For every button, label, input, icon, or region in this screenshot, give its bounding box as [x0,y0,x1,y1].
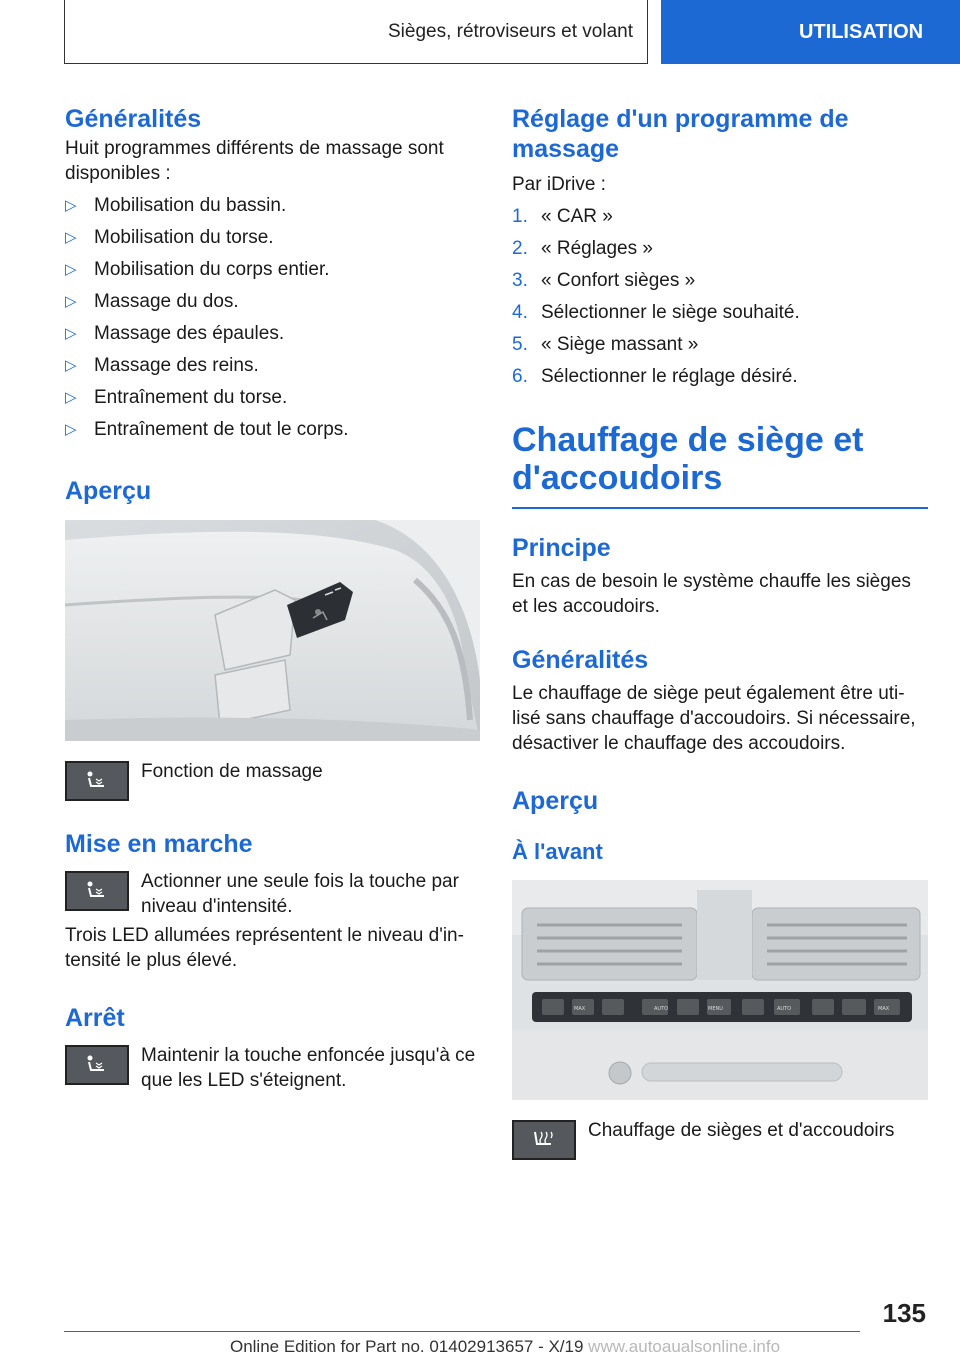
page-number: 135 [882,1298,926,1328]
chapter-tab [661,0,960,64]
list-item: ▷ Mobilisation du corps entier. [65,259,330,280]
door-massage-button-photo [65,520,480,741]
list-item: ▷ Mobilisation du bassin. [65,195,287,216]
apercu-heading: Aperçu [65,477,152,505]
heating-icon-row [512,1120,928,1160]
arret-heading: Arrêt [65,1004,125,1032]
chapter-tab-label: UTILISATION [799,20,924,43]
massage-icon-caption: Fonction de massage [141,761,323,782]
mise-en-marche-row [65,871,480,919]
reglage-heading: Réglage d'un programme de massage [512,105,849,163]
list-item: ▷ Entraînement du torse. [65,387,288,408]
panel-label: MAX [878,1006,890,1012]
mise-en-marche-body: Trois LED allumées représentent le niveau d'in-tensité le plus élevé. [65,925,464,971]
panel-label: AUTO [777,1006,792,1012]
seat-massage-icon [65,1045,129,1085]
list-item: 6. Sélectionner le réglage désiré. [512,366,798,387]
panel-label: AUTO [654,1006,669,1012]
mise-en-marche-text: Actionner une seule fois la touche par niveau d'intensité. [141,871,459,917]
list-item: 3. « Confort sièges » [512,270,696,291]
principe-text: En cas de besoin le système chauffe les sièges et les accoudoirs. [512,571,911,617]
massage-program-list [65,193,480,442]
triangle-bullet-icon: ▷ [65,229,77,246]
panel-label: MAX [574,1006,586,1012]
list-item: 2. « Réglages » [512,238,653,259]
panel-label: MENU [708,1006,723,1012]
footer-edition [0,1337,960,1357]
generalites-intro: Huit programmes différents de massage sont disponibles : [65,138,444,184]
right-column [512,100,928,1160]
chauffage-apercu-heading: Aperçu [512,787,599,815]
list-item: 4. Sélectionner le siège souhaité. [512,302,800,323]
mise-en-marche-heading: Mise en marche [65,830,253,858]
seat-massage-icon [65,761,129,801]
console-illustration [512,880,928,1100]
chauffage-generalites-text: Le chauffage de siège peut également être uti-lisé sans chauffage d'accoudoirs. Si nécessaire, désactiver le chauffage des accoudoirs. [512,683,916,754]
seat-heating-icon [512,1120,576,1160]
list-item: 1. « CAR » [512,206,613,227]
massage-icon-row [65,761,480,801]
reglage-steps [512,204,928,389]
door-panel-illustration [65,520,480,741]
footer-rule [64,1331,860,1332]
watermark-text: www.autoaualsonline.info [588,1337,781,1356]
heating-icon-caption: Chauffage de sièges et d'accoudoirs [588,1120,895,1141]
chauffage-generalites-heading: Généralités [512,646,649,674]
triangle-bullet-icon: ▷ [65,325,77,342]
avant-heading: À l'avant [512,839,603,864]
list-item: 5. « Siège massant » [512,334,699,355]
reglage-intro: Par iDrive : [512,174,606,195]
section-rule [512,507,928,509]
triangle-bullet-icon: ▷ [65,357,77,374]
list-item: ▷ Massage du dos. [65,291,239,312]
chauffage-heading: Chauffage de siège et d'accoudoirs [512,421,864,497]
triangle-bullet-icon: ▷ [65,389,77,406]
triangle-bullet-icon: ▷ [65,421,77,438]
principe-heading: Principe [512,534,611,562]
triangle-bullet-icon: ▷ [65,293,77,310]
left-column [65,100,480,1093]
header-section-title [64,0,648,64]
section-title: Sièges, rétroviseurs et volant [387,20,633,42]
list-item: ▷ Massage des reins. [65,355,259,376]
generalites-heading: Généralités [65,105,202,133]
list-item: ▷ Entraînement de tout le corps. [65,419,349,440]
front-console-photo [512,880,928,1100]
seat-massage-icon [65,871,129,911]
edition-text: Online Edition for Part no. 01402913657 - X/19 [229,1337,584,1356]
list-item: ▷ Massage des épaules. [65,323,285,344]
arret-row [65,1045,480,1093]
list-item: ▷ Mobilisation du torse. [65,227,274,248]
arret-text: Maintenir la touche enfoncée jusqu'à ce que les LED s'éteignent. [141,1045,476,1091]
triangle-bullet-icon: ▷ [65,261,77,278]
triangle-bullet-icon: ▷ [65,197,77,214]
